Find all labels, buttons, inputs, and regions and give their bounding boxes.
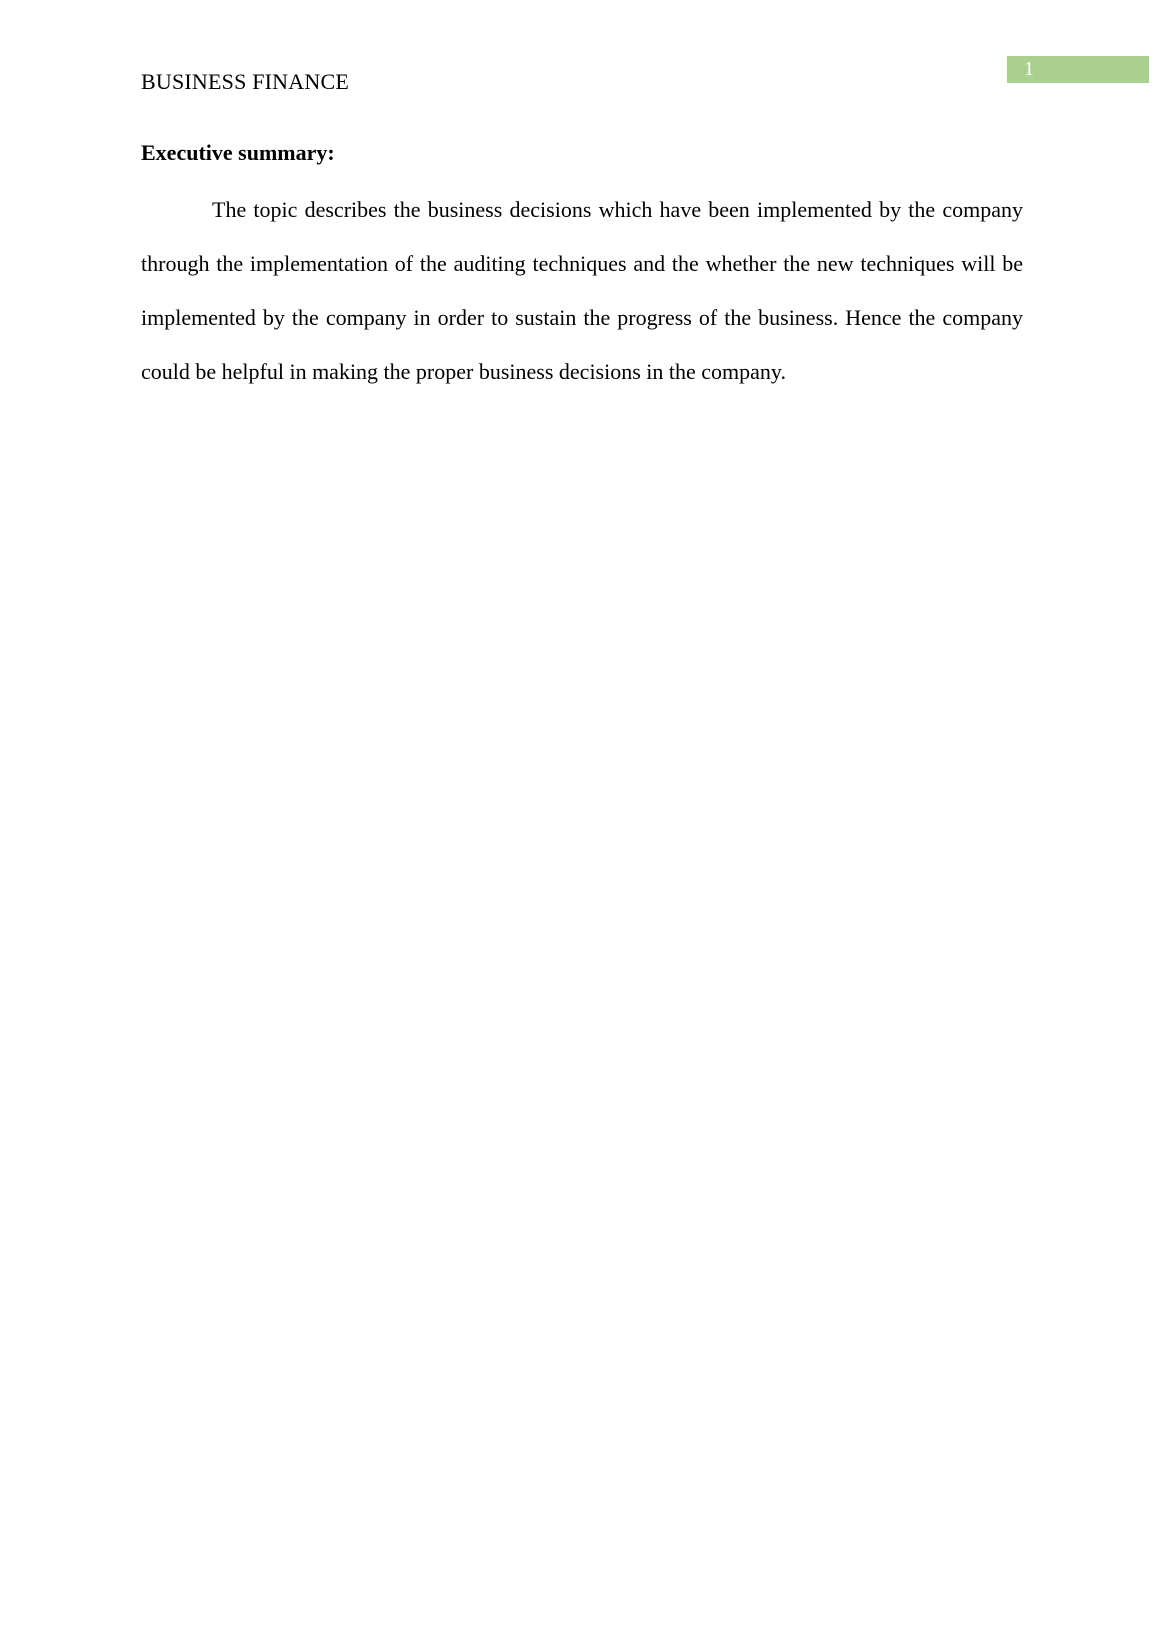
page-number: 1 — [1024, 58, 1034, 80]
section-heading: Executive summary: — [141, 140, 335, 165]
page-number-badge — [1007, 56, 1149, 83]
running-head: BUSINESS FINANCE — [141, 69, 349, 94]
body-paragraph: The topic describes the business decisions which have been implemented by the company through the implementation of the auditing techniques and the whether the new techniques will be implemented by the company in order to sustain the progress of the business. Hence the company could be helpful in making the proper business decisions in the company. — [141, 197, 1023, 384]
